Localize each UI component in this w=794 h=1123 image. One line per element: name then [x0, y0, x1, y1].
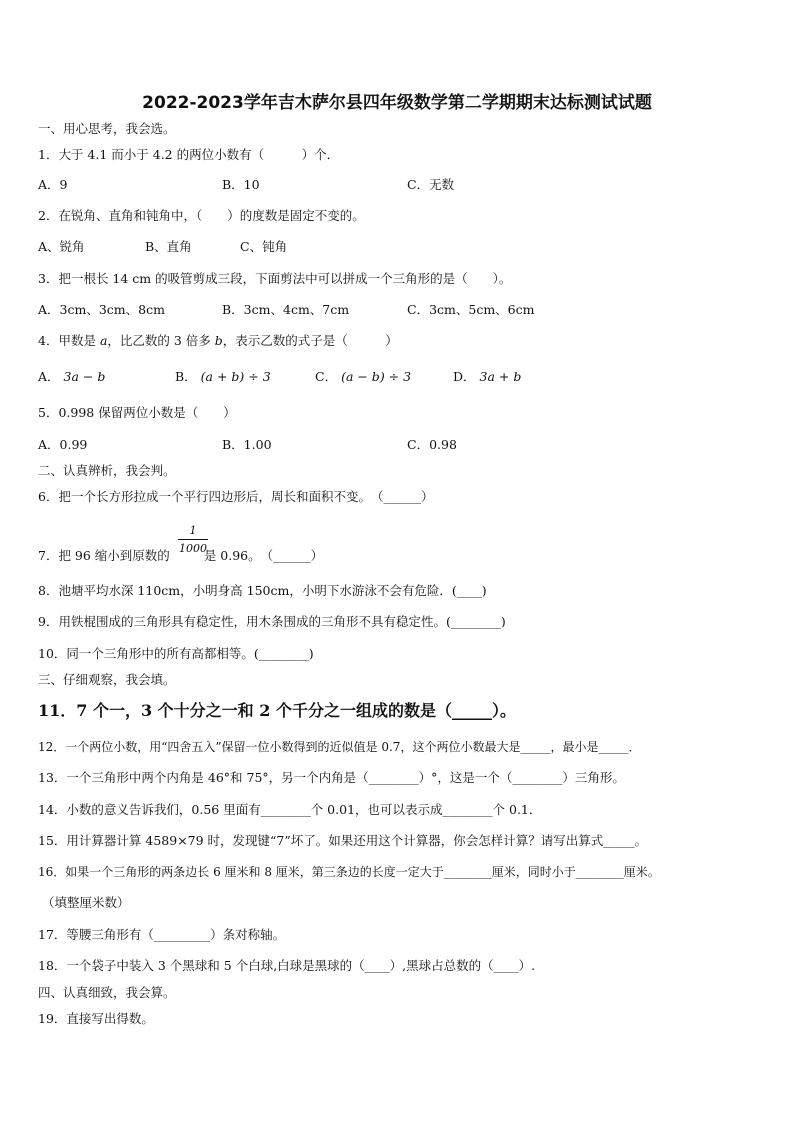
question-17: 17．等腰三角形有（_________）条对称轴。 [38, 927, 286, 942]
question-12: 12．一个两位小数，用“四舍五入”保留一位小数得到的近似值是 0.7，这个两位小数最大是_____，最小是_____． [38, 740, 641, 754]
question-4-option-c: C． (a − b) ÷ 3 [315, 369, 412, 384]
question-2-option-b: B、直角 [145, 239, 192, 254]
question-4 [38, 333, 398, 349]
question-14: 14．小数的意义告诉我们，0.56 里面有________个 0.01，也可以表示成________个 0.1． [38, 802, 542, 817]
formula-a: 3a − b [63, 369, 106, 384]
question-6: 6．把一个长方形拉成一个平行四边形后，周长和面积不变。 （______） [38, 489, 434, 504]
question-1-option-c: C．无数 [407, 177, 455, 192]
question-5-option-a: A．0.99 [38, 437, 88, 452]
question-4-option-a: A． 3a − b [38, 369, 106, 384]
question-4-option-d: D． 3a + b [453, 369, 522, 384]
fraction-denominator: 1000 [179, 542, 207, 555]
question-3-option-c: C．3cm、5cm、6cm [407, 302, 535, 317]
question-1-option-a: A．9 [38, 177, 68, 192]
fraction-numerator: 1 [178, 524, 208, 540]
question-5-option-b: B．1.00 [222, 437, 272, 452]
question-7-text: 7．把 96 缩小到原数的 [38, 548, 170, 563]
question-3: 3．把一根长 14 cm 的吸管剪成三段，下面剪法中可以拼成一个三角形的是（ ）。 [38, 271, 512, 286]
section-heading-3: 三、仔细观察，我会填。 [38, 672, 176, 687]
question-16: 16．如果一个三角形的两条边长 6 厘米和 8 厘米，第三条边的长度一定大于________厘米，同时小于________厘米。 [38, 865, 660, 879]
section-heading-2: 二、认真辨析，我会判。 [38, 463, 176, 478]
question-10: 10．同一个三角形中的所有高都相等。(________) [38, 646, 314, 661]
question-8: 8．池塘平均水深 110cm，小明身高 150cm，小明下水游泳不会有危险．(____) [38, 583, 487, 598]
variable-a: a [99, 333, 108, 348]
question-5: 5．0.998 保留两位小数是（ ） [38, 405, 236, 420]
section-heading-1: 一、用心思考，我会选。 [38, 121, 176, 136]
question-4-text: 4．甲数是 [38, 333, 100, 348]
document-title: 2022-2023学年吉木萨尔县四年级数学第二学期期末达标测试试题 [142, 93, 652, 113]
question-19: 19．直接写出得数。 [38, 1011, 154, 1026]
question-9: 9．用铁棍围成的三角形具有稳定性，用木条围成的三角形不具有稳定性。(________) [38, 614, 506, 629]
question-4-text-end: ，表示乙数的式子是（ ） [222, 333, 398, 348]
question-13: 13．一个三角形中两个内角是 46°和 75°，另一个内角是（________）°，这是一个（________）三角形。 [38, 770, 625, 785]
question-5-option-c: C．0.98 [407, 437, 457, 452]
variable-b: b [214, 333, 223, 348]
formula-d: 3a + b [479, 369, 522, 384]
question-4-text-mid: ，比乙数的 3 倍多 [107, 333, 215, 348]
question-15: 15．用计算器计算 4589×79 时，发现键“7”坏了。如果还用这个计算器，你会怎样计算？请写出算式_____。 [38, 833, 648, 848]
formula-c: (a − b) ÷ 3 [341, 369, 412, 384]
question-18: 18．一个袋子中装入 3 个黑球和 5 个白球,白球是黑球的（____）,黑球占总数的（____）. [38, 958, 536, 973]
section-heading-4: 四、认真细致，我会算。 [38, 985, 176, 1000]
question-1: 1．大于 4.1 而小于 4.2 的两位小数有（ ）个． [38, 147, 340, 162]
question-2-option-a: A、锐角 [38, 239, 85, 254]
question-4-option-b: B． (a + b) ÷ 3 [175, 369, 271, 384]
formula-b: (a + b) ÷ 3 [200, 369, 271, 384]
question-2-option-c: C、钝角 [240, 239, 288, 254]
question-2: 2．在锐角、直角和钝角中，（ ）的度数是固定不变的。 [38, 208, 365, 223]
question-11: 11．7 个一，3 个十分之一和 2 个千分之一组成的数是（_____）。 [38, 701, 516, 720]
question-7 [38, 548, 323, 564]
question-16-note: （填整厘米数） [42, 895, 130, 910]
question-3-option-a: A．3cm、3cm、8cm [38, 302, 165, 317]
question-1-option-b: B．10 [222, 177, 260, 192]
question-7-text-end: 是 0.96。 （______） [203, 548, 324, 563]
question-3-option-b: B．3cm、4cm、7cm [222, 302, 350, 317]
